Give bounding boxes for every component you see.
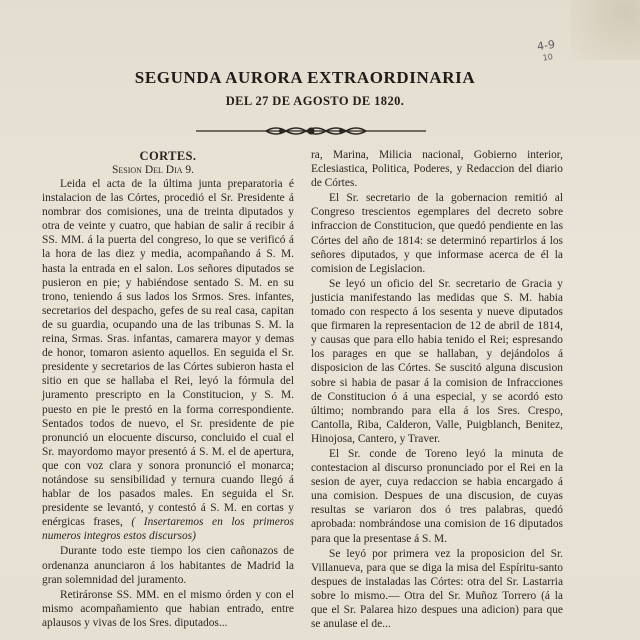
paragraph: El Sr. conde de Toreno leyó la minuta de contestacion al discurso pronunciado por el Rei en la sesion de ayer, cuya redaccion se habia encargado á una comision. Despues de una discusion, de cuyas resultas se variaron dos ó tres palabras, quedó aprobada: nombrándose una comision de 16 diputados para que la presentase á S. M. [311,447,563,545]
paragraph [42,177,294,543]
page-title: SEGUNDA AURORA EXTRAORDINARIA [134,68,476,87]
shelfmark-line-2: 10 [542,52,554,63]
italic-note: ( Insertaremos en los primeros numeros integros estos discursos) [42,516,294,543]
page-subtitle: DEL 27 DE AGOSTO DE 1820. [225,94,405,108]
shelfmark-line-1: 4-9 [536,37,556,54]
ornament-rule [196,124,426,138]
section-heading: CORTES. [139,149,197,163]
paragraph: Durante todo este tiempo los cien cañonazos de ordenanza anunciaron á los habitantes de Madrid la gran solemnidad del juramento. [42,545,294,586]
torn-corner [570,0,640,60]
paragraph-text: Leida el acta de la última junta preparatoria é instalacion de las Córtes, procedió el Sr. Presidente á nombrar dos comisiones, una de treinta diputados y otra de veinte y cuatro, que habian de salir á recibir á SS. MM. á la puerta del congreso, lo que se verificó á la hora de las diez y media, acompañando á S. M. hasta la entrada en el salon. Los señores diputados se pusieron en pie; y habiéndose sentado S. M. en su trono, teniendo á sus lados los Srmos. Sres. infantes, secretarios del despacho, gefes de su real casa, capitan de su guardia, ocupando una de las tribunas S. M. la reina, Srmas. Sras. infantas, camarera mayor y demas de honor, tomaron asiento aquellos. En seguida el Sr. presidente y secretarios de las Córtes subieron hasta el sitio en que se hallaba el Rei, leyó la fórmula del juramento prescripto en la Constitucion, y S. M. puesto en pie le prestó en la forma correspondiente. Sentados todos de nuevo, el Sr. presidente de pie pronunció un elocuente discurso, concluido el cual el Sr. mayordomo mayor presentó á S. M. el de apertura, que con voz clara y sonora pronunció el monarca; notándose su sensibilidad y ternura cuando llegó á hablar de los pasados males. En seguida el Sr. presidente se levantó, y contestó á S. M. en cortas y enérgicas frases, [42,178,294,529]
handwritten-shelfmark [526,37,569,66]
paragraph: ra, Marina, Milicia nacional, Gobierno interior, Eclesiastica, Politica, Poderes, y Redaccion del diario de Córtes. [311,149,563,190]
paragraph: El Sr. secretario de la gobernacion remitió al Congreso trescientos egemplares del decreto sobre infraccion de Constitucion, que quedó pendiente en las Córtes del año de 1814: se determinó repartirlos á los señores diputados, y que informase acerca de él la comision de Legislacion. [311,192,563,275]
session-heading: Sesion Del Dia 9. [112,164,195,176]
right-column [311,148,563,631]
paragraph: Se leyó un oficio del Sr. secretario de Gracia y justicia manifestando las medidas que S. M. habia tomado con respecto á los sesenta y nueve diputados que firmaren la representacion de 12 de abril de 1814, y causas que para ello habia tenido el Rei; espresando los parages en que se hallaban, y dejándolos á disposicion de las Córtes. Se suscitó alguna discusion sobre si habia de pasar á la comision de Infracciones de Constitucion ó á una especial, y se acordó esto último; nombrando para ella á los Sres. Crespo, Cantolla, Riba, Calderon, Valle, Puigblanch, Benitez, Hinojosa, Cantero, y Traver. [311,277,563,445]
paragraph: Se leyó por primera vez la proposicion del Sr. Villanueva, para que se diga la misa del Espíritu-santo despues de instaladas las Córtes: otra del Sr. Lastarria sobre lo mismo.— Otra del Sr. Muñoz Torrero (á la que el Sr. Palarea hizo despues una adicion) para que se anulase el de... [311,547,563,631]
paragraph: Retiráronse SS. MM. en el mismo órden y con el mismo acompañamiento que habian entrado, entre aplausos y vivas de los Sres. diputados... [42,588,294,629]
left-column [42,148,294,630]
